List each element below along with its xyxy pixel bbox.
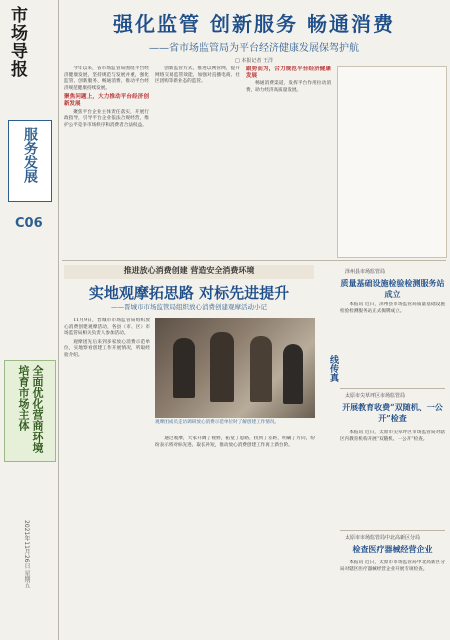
section-label-block (8, 120, 52, 231)
second-paragraph: 通过观摩，大家开阔了视野，拓宽了思路，找到了差距，明确了方向，纷纷表示将对标先进、取长补短，推动放心消费创建工作再上新台阶。 (155, 436, 315, 448)
brief-paragraph: 本报讯 近日，太原市市场监管局中北高新区分局对辖区医疗器械经营企业开展专项检查。 (340, 560, 445, 572)
second-subtitle: ——晋城市市场监管局组织放心消费创建观摩活动小记 (111, 303, 267, 311)
brief-title: 质量基础设施检验检测服务站成立 (340, 278, 445, 299)
brief-divider (340, 388, 445, 389)
second-paragraph: 11月9日，晋城市市场监管局组织放心消费创建观摩活动，各县（市、区）市场监管局相关负责人参加活动。 (64, 318, 150, 337)
masthead-name: 市场导报 (7, 6, 27, 78)
slogan-card (4, 360, 56, 462)
lead-paragraph: 聚焦平台企业主体责任落实，开展行政指导，引导平台企业依法合规经营，维护公平竞争市场秩序和消费者合法权益。 (64, 109, 149, 128)
lead-subhead: 聚焦问题上，大力推动平台经济创新发展 (64, 94, 149, 107)
brief-body (340, 430, 445, 525)
photo-person (210, 332, 234, 402)
brief-paragraph: 本报讯 近日，太原市尖草坪区市场监管局对辖区内教育机构开展“双随机、一公开”检查。 (340, 430, 445, 442)
brief-org: 泽州县市场监管局 (345, 269, 386, 275)
lead-header (64, 8, 444, 63)
lead-byline: □ 本报记者 王洋 (235, 58, 273, 64)
brief-title: 检查医疗器械经营企业 (352, 544, 433, 554)
photo-person (173, 338, 195, 398)
lead-side-box (337, 66, 447, 258)
second-title: 实地观摩拓思路 对标先进提升 (88, 284, 290, 302)
brief-title: 开展教育收费“双随机、一公开”检查 (342, 402, 443, 423)
event-photo (155, 318, 315, 418)
section-label: 服务发展 (22, 127, 38, 183)
lead-paragraph: 畅通消费渠道，发挥平台作用拉动消费，助力经济高质量发展。 (246, 81, 331, 93)
news-marker: 线传真 (328, 355, 338, 382)
brief-org: 太原市市场监管局中北高新区分局 (345, 535, 421, 541)
lead-title: 强化监管 创新服务 畅通消费 (113, 12, 395, 36)
masthead (6, 6, 52, 106)
brief-body (340, 302, 445, 384)
section-divider (62, 260, 446, 261)
photo-caption: 观摩团成员走访调研放心消费示范单位时了解创建工作情况。 (155, 420, 280, 425)
photo-person (283, 344, 303, 404)
second-column-2 (155, 436, 315, 633)
section-code: C06 (15, 216, 43, 231)
brief-paragraph: 本报讯 近日，泽州县市场监管局质量基础设施检验检测服务站正式揭牌成立。 (340, 302, 445, 314)
brief-org: 太原市尖草坪区市场监管局 (345, 393, 406, 399)
lead-column-2 (155, 66, 240, 256)
lead-subtitle: ——省市场监管局为平台经济健康发展保驾护航 (149, 43, 359, 54)
left-rail (0, 0, 59, 640)
second-banner: 推进放心消费创建 营造安全消费环境 (64, 265, 314, 279)
brief-divider (340, 530, 445, 531)
photo-person (250, 336, 272, 402)
lead-paragraph: 今年以来，省市场监管局围绕平台经济健康发展，坚持规范与发展并重，强化监管、创新服务、畅通消费，推动平台经济规范健康持续发展。 (64, 66, 149, 91)
second-paragraph: 观摩团先后来到多家放心消费示范单位，实地察看创建工作开展情况，听取经验介绍。 (64, 339, 150, 358)
lead-column-1 (64, 66, 149, 256)
slogan-text: 全面优化营商环境 培育市场主体 (17, 365, 44, 453)
lead-column-3 (246, 66, 331, 256)
brief-body (340, 560, 445, 635)
second-column-1 (64, 318, 150, 633)
issue-date: 2021年11月26日 星期五 (23, 520, 30, 589)
lead-subhead: 跟势而为，合力规范平台经济健康发展 (246, 66, 331, 79)
lead-paragraph: 创新监管方式，推进以网管网，提升网络交易监管效能，加强对直播电商、社区团购等新业态的监管。 (155, 66, 240, 85)
